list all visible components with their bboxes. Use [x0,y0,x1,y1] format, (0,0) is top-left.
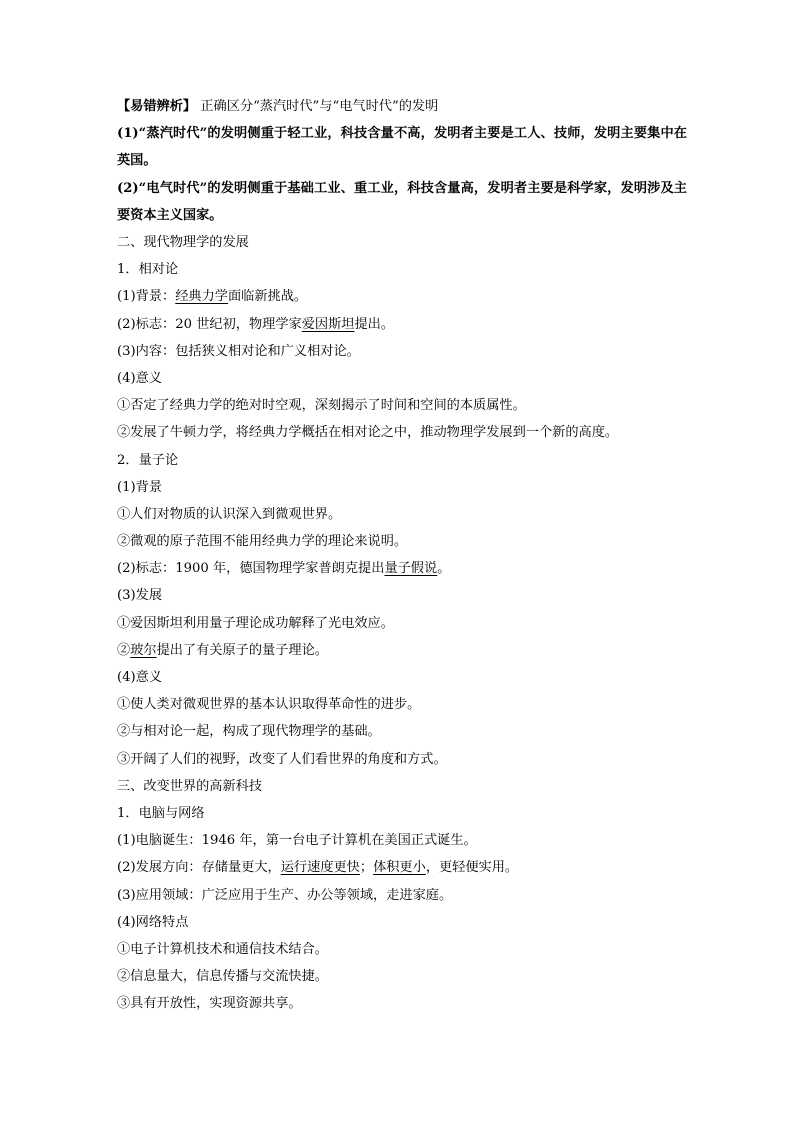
underlined-term: 运行速度更快 [280,860,360,876]
relativity-meaning: (4)意义 [117,370,163,386]
quantum-meaning-2: ②与相对论一起，构成了现代物理学的基础。 [117,724,381,740]
computer-birth: (1)电脑诞生：1946 年，第一台电子计算机在美国正式诞生。 [117,833,477,849]
underlined-term: 体积更小 [373,860,426,876]
quantum-meaning: (4)意义 [117,670,163,685]
quantum-mark [117,555,687,582]
text-suffix: 提出。 [354,316,395,332]
text-prefix: (2)标志：1900 年，德国物理学家普朗克提出 [117,561,385,577]
underlined-term: 玻尔 [130,642,157,658]
section-2-heading: 二、现代物理学的发展 [117,235,249,250]
quantum-background: (1)背景 [117,479,163,495]
computer-direction [117,854,687,881]
text-separator: ； [359,860,374,876]
quantum-development: (3)发展 [117,588,163,604]
network-feature-2: ②信息量大，信息传播与交流快捷。 [117,969,328,985]
network-feature-1: ①电子计算机技术和通信技术结合。 [117,941,328,957]
text-prefix: ② [117,642,131,658]
quantum-development-1: ①爱因斯坦利用量子理论成功解释了光电效应。 [117,615,394,631]
relativity-background [117,283,687,310]
tip-paragraph-2: (2)“电气时代”的发明侧重于基础工业、重工业，科技含量高，发明者主要是科学家，发明涉及主要资本主义国家。 [117,180,687,223]
network-feature-3: ③具有开放性，实现资源共享。 [117,996,302,1012]
quantum-heading: 2．量子论 [117,452,179,468]
network-features: (4)网络特点 [117,914,189,930]
text-prefix: (2)发展方向：存储量更大， [117,860,281,876]
underlined-term: 爱因斯坦 [301,316,355,332]
tip-paragraph-1: (1)“蒸汽时代”的发明侧重于轻工业，科技含量不高，发明者主要是工人、技师，发明主要集中在英国。 [117,126,687,169]
quantum-background-1: ①人们对物质的认识深入到微观世界。 [117,506,342,522]
relativity-heading: 1．相对论 [117,262,179,278]
underlined-term: 量子假说 [384,561,438,577]
relativity-mark [117,311,687,338]
tip-heading [117,93,687,120]
relativity-content: (3)内容：包括狭义相对论和广义相对论。 [117,343,360,359]
computer-heading: 1．电脑与网络 [117,805,205,821]
text-suffix: 面临新挑战。 [228,289,308,305]
text-suffix: 。 [437,561,451,577]
relativity-meaning-2: ②发展了牛顿力学，将经典力学概括在相对论之中，推动物理学发展到一个新的高度。 [117,425,619,441]
relativity-meaning-1: ①否定了经典力学的绝对时空观，深刻揭示了时间和空间的本质属性。 [117,398,526,414]
section-3-heading: 三、改变世界的高新科技 [117,778,263,794]
text-suffix: 提出了有关原子的量子理论。 [156,642,328,658]
tip-tag: 【易错辨析】 [117,99,197,114]
computer-application: (3)应用领域：广泛应用于生产、办公等领域，走进家庭。 [117,887,453,903]
quantum-meaning-1: ①使人类对微观世界的基本认识取得革命性的进步。 [117,697,421,713]
text-prefix: (2)标志：20 世纪初，物理学家 [117,316,302,332]
underlined-term: 经典力学 [175,289,228,305]
text-prefix: (1)背景： [117,289,176,305]
document-page [117,93,687,1017]
quantum-development-2 [117,637,687,664]
quantum-meaning-3: ③开阔了人们的视野，改变了人们看世界的角度和方式。 [117,751,447,767]
quantum-background-2: ②微观的原子范围不能用经典力学的理论来说明。 [117,534,408,550]
tip-title: 正确区分“蒸汽时代”与“电气时代”的发明 [196,99,439,114]
text-suffix: ，更轻便实用。 [425,860,519,876]
